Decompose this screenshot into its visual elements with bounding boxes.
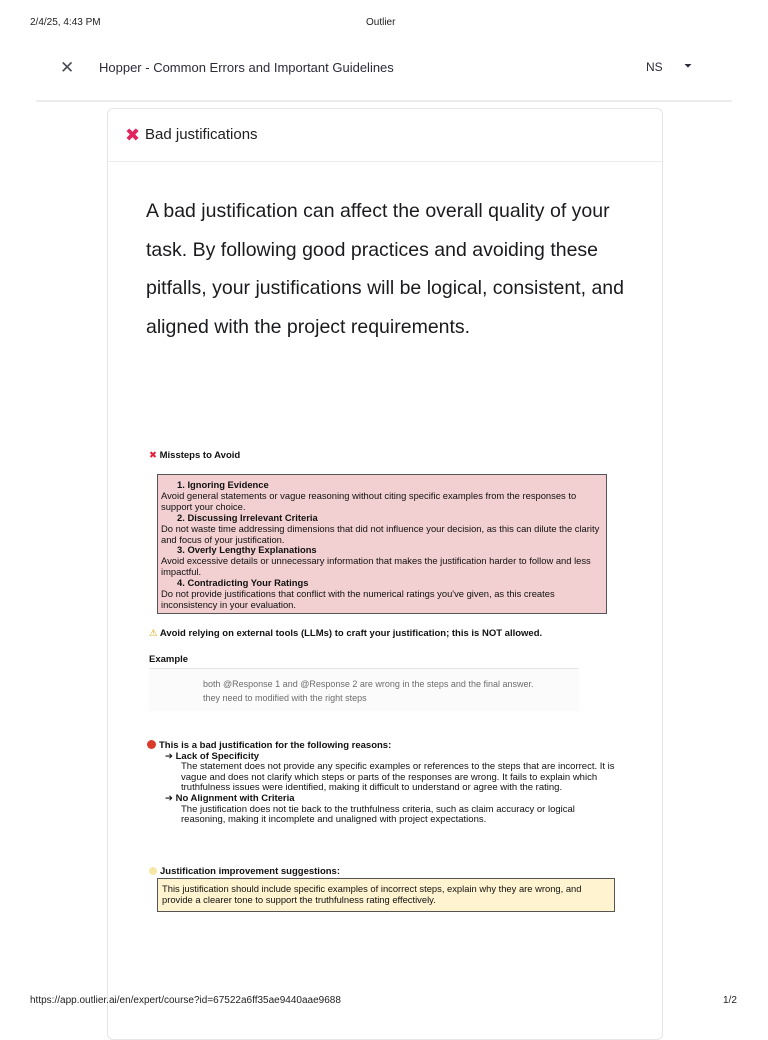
light-bulb-icon bbox=[149, 867, 157, 875]
warning-icon: ⚠ bbox=[149, 628, 158, 639]
warning-text: Avoid relying on external tools (LLMs) to craft your justification; this is NOT allowed. bbox=[159, 628, 543, 639]
arrow-icon: ➔ bbox=[165, 750, 173, 762]
reasons-heading: This is a bad justification for the following reasons: bbox=[147, 740, 617, 752]
arrow-icon: ➔ bbox=[165, 792, 173, 804]
misstep-title: 3. Overly Lengthy Explanations bbox=[177, 544, 317, 556]
suggestions-heading: Justification improvement suggestions: bbox=[149, 866, 340, 877]
example-line-1: both @Response 1 and @Response 2 are wrong in the steps and the final answer. bbox=[203, 679, 534, 689]
topbar-divider bbox=[36, 100, 732, 102]
reason-text: The statement does not provide any specific examples or references to the steps that are incorrect. It is vague and does not clarify which steps or parts of the responses are wrong. It fails to explain which truthfulness issues were identified, making it difficult to understand or agree with the rating. bbox=[181, 761, 615, 794]
example-line-2: they need to modified with the right steps bbox=[203, 693, 367, 703]
misstep-text: Do not provide justifications that conflict with the numerical ratings you've given, as this creates inconsistency in your evaluation. bbox=[161, 588, 555, 610]
card-header bbox=[108, 109, 662, 162]
missteps-title: Missteps to Avoid bbox=[159, 450, 241, 461]
reason-title: ➔ Lack of Specificity bbox=[165, 750, 260, 762]
misstep-text: Do not waste time addressing dimensions that did not influence your decision, as this can dilute the clarity and focus of your justification. bbox=[161, 522, 600, 545]
cross-mark-icon: ✖ bbox=[125, 125, 141, 145]
red-circle-icon bbox=[147, 740, 156, 749]
example-label: Example bbox=[149, 654, 189, 665]
print-datetime: 2/4/25, 4:43 PM bbox=[30, 17, 101, 28]
misstep-text: Avoid general statements or vague reasoning without citing specific examples from the responses to support your choice. bbox=[161, 489, 577, 512]
reason-text: The justification does not tie back to the truthfulness criteria, such as claim accuracy or logical reasoning, making it incomplete and unaligned with project expectations. bbox=[181, 803, 575, 826]
reason-title: ➔ No Alignment with Criteria bbox=[165, 792, 295, 804]
card-header-title: Bad justifications bbox=[145, 126, 258, 143]
print-page-number: 1/2 bbox=[723, 995, 737, 1006]
user-avatar-initials[interactable]: NS bbox=[646, 60, 663, 74]
warning-line bbox=[149, 628, 542, 639]
print-site-name: Outlier bbox=[366, 17, 396, 28]
reasons-section bbox=[147, 740, 617, 826]
course-title: Hopper - Common Errors and Important Guidelines bbox=[99, 60, 394, 75]
missteps-box bbox=[157, 474, 607, 614]
close-icon[interactable]: ✕ bbox=[60, 58, 75, 77]
embedded-doc-image bbox=[145, 438, 623, 918]
cross-mark-icon: ✖ bbox=[149, 450, 157, 461]
suggestion-box: This justification should include specific examples of incorrect steps, explain why they are wrong, and provide a clearer tone to support the truthfulness rating effectively. bbox=[157, 878, 615, 912]
misstep-title: 2. Discussing Irrelevant Criteria bbox=[177, 511, 318, 523]
print-url: https://app.outlier.ai/en/expert/course?id=67522a6ff35ae9440aae9688 bbox=[30, 995, 341, 1006]
misstep-text: Avoid excessive details or unnecessary information that makes the justification harder to follow and less impactful. bbox=[161, 555, 591, 578]
misstep-title: 1. Ignoring Evidence bbox=[177, 479, 269, 490]
chevron-down-icon[interactable]: ⏷ bbox=[684, 61, 692, 72]
misstep-title: 4. Contradicting Your Ratings bbox=[177, 577, 309, 589]
missteps-heading bbox=[149, 450, 240, 461]
intro-paragraph: A bad justification can affect the overall quality of your task. By following good practices and avoiding these pitfalls, your justifications will be logical, consistent, and aligned with the project requirements. bbox=[146, 200, 624, 338]
example-box bbox=[149, 668, 579, 711]
